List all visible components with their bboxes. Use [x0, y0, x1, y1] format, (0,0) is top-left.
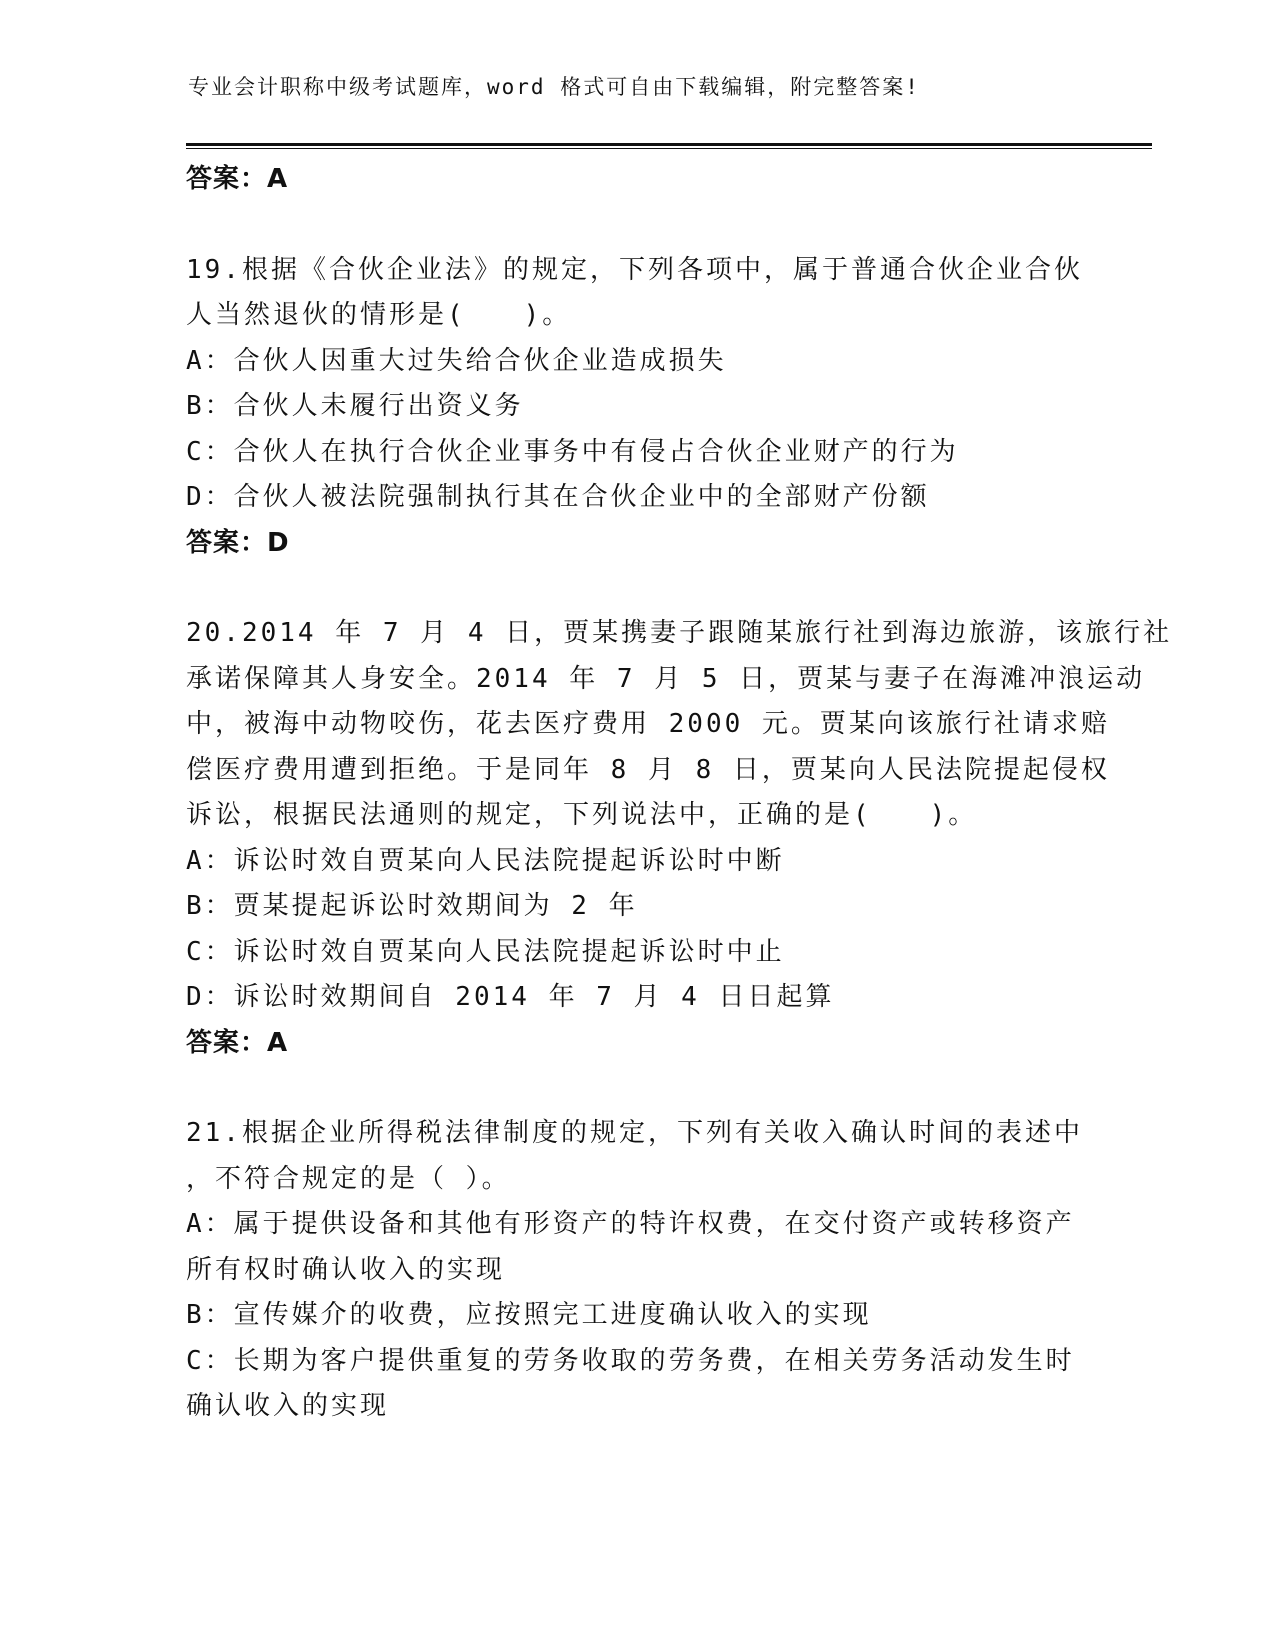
question-19: [186, 248, 1086, 567]
question-text-line: 诉讼，根据民法通则的规定，下列说法中，正确的是( )。: [186, 800, 978, 830]
question-20: [186, 611, 1173, 1066]
option-d: D：诉讼时效期间自 2014 年 7 月 4 日日起算: [186, 982, 835, 1012]
spacer: [186, 203, 1086, 248]
option-a-continued: 所有权时确认收入的实现: [186, 1254, 506, 1285]
question-text-line: 21.根据企业所得税法律制度的规定，下列有关收入确认时间的表述中: [186, 1118, 1083, 1148]
answer: 答案：A: [186, 1027, 289, 1058]
spacer: [186, 566, 1086, 611]
option-b: B：合伙人未履行出资义务: [186, 391, 524, 421]
question-text-line: 人当然退伙的情形是( )。: [186, 300, 572, 330]
option-c-continued: 确认收入的实现: [186, 1391, 390, 1421]
option-c: C：合伙人在执行合伙企业事务中有侵占合伙企业财产的行为: [186, 436, 959, 467]
question-text-line: 承诺保障其人身安全。2014 年 7 月 5 日，贾某与妻子在海滩冲浪运动: [186, 663, 1146, 694]
option-c: C：诉讼时效自贾某向人民法院提起诉讼时中止: [186, 936, 785, 967]
page-header: 专业会计职称中级考试题库，word 格式可自由下载编辑，附完整答案!: [188, 75, 920, 99]
spacer: [186, 1066, 1086, 1111]
question-text-line: 20.2014 年 7 月 4 日，贾某携妻子跟随某旅行社到海边旅游，该旅行社: [186, 618, 1173, 648]
option-a: A：合伙人因重大过失给合伙企业造成损失: [186, 345, 727, 376]
option-a: A：属于提供设备和其他有形资产的特许权费，在交付资产或转移资产: [186, 1209, 1075, 1239]
question-text-line: 偿医疗费用遭到拒绝。于是同年 8 月 8 日，贾某向人民法院提起侵权: [186, 754, 1110, 785]
answer: 答案：D: [186, 527, 290, 558]
option-d: D：合伙人被法院强制执行其在合伙企业中的全部财产份额: [186, 482, 930, 512]
previous-answer: 答案：A: [186, 164, 289, 194]
question-text-line: 中，被海中动物咬伤，花去医疗费用 2000 元。贾某向该旅行社请求赔: [186, 709, 1110, 739]
exam-content: [186, 157, 1173, 1430]
option-c: C：长期为客户提供重复的劳务收取的劳务费，在相关劳务活动发生时: [186, 1345, 1075, 1376]
header-rule-thin: [186, 148, 1152, 149]
option-b: B：宣传媒介的收费，应按照完工进度确认收入的实现: [186, 1300, 872, 1330]
option-b: B：贾某提起诉讼时效期间为 2 年: [186, 891, 638, 921]
question-21: [186, 1111, 1086, 1430]
question-text-line: 19.根据《合伙企业法》的规定，下列各项中，属于普通合伙企业合伙: [186, 254, 1083, 285]
header-rule-thick: [186, 143, 1152, 146]
question-text-line: ，不符合规定的是（ ）。: [186, 1163, 511, 1194]
option-a: A：诉讼时效自贾某向人民法院提起诉讼时中断: [186, 845, 785, 876]
